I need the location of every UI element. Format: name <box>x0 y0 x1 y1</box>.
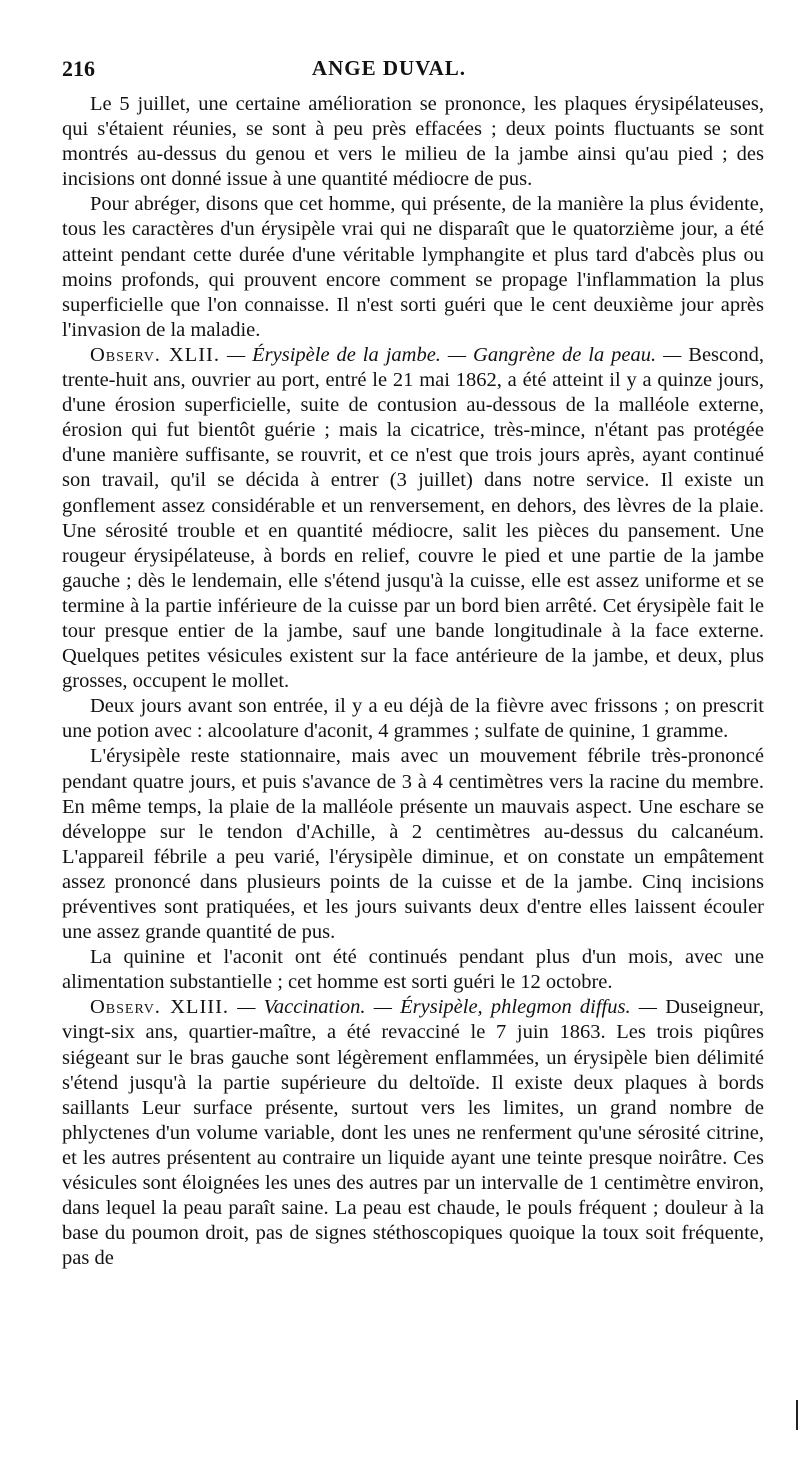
observation-xlii <box>62 343 764 694</box>
observation-xliii <box>62 995 764 1271</box>
observation-label: Observ. XLII. <box>90 343 220 366</box>
paragraph-4: Deux jours avant son entrée, il y a eu déjà de la fièvre avec frissons ; on prescrit une potion avec : alcoolature d'aconit, 4 grammes ; sulfate de quinine, 1 gramme. <box>62 695 764 743</box>
page-number: 216 <box>62 56 95 81</box>
paragraph-6: La quinine et l'aconit ont été continués pendant plus d'un mois, avec une alimentation substantielle ; cet homme est sorti guéri le 12 octobre. <box>62 946 764 994</box>
scan-edge-mark <box>796 1400 798 1430</box>
observation-text: Duseigneur, vingt-six ans, quartier-maître, a été revacciné le 7 juin 1863. Les trois piqûres siégeant sur le bras gauche sont légèrement enflammées, un érysipèle bien délimité s'étend jusqu'à la partie supérieure du deltoïde. Il existe deux plaques à bords saillants Leur surface présente, surtout vers les limites, un grand nombre de phlyctenes d'un volume variable, dont les unes ne renferment qu'une sérosité citrine, et les autres présentent au contraire un liquide ayant une teinte presque noirâtre. Ces vésicules sont éloignées les unes des autres par un intervalle de 1 centimètre environ, dans lequel la peau paraît saine. La peau est chaude, le pouls fréquent ; douleur à la base du poumon droit, pas de signes stéthoscopiques quoique la toux soit fréquente, pas de <box>62 996 764 1270</box>
page-header <box>62 56 756 86</box>
body-text <box>62 92 764 1271</box>
observation-label: Observ. XLIII. <box>90 996 230 1019</box>
observation-title: — Érysipèle de la jambe. — Gangrène de la peau. — <box>226 343 682 366</box>
running-title: ANGE DUVAL. <box>311 56 467 80</box>
observation-text: Bescond, trente-huit ans, ouvrier au port, entré le 21 mai 1862, a été atteint il y a quinze jours, d'une érosion superficielle, suite de contusion au-dessous de la malléole externe, érosion qui fut bientôt guérie ; mais la cicatrice, très-mince, n'étant pas protégée d'une manière suffisante, se rouvrit, et ce n'est que trois jours après, ayant continué son travail, qu'il se décida à entrer (3 juillet) dans notre service. Il existe un gonflement assez considérable et un renversement, en dehors, des lèvres de la plaie. Une sérosité trouble et en quantité médiocre, salit les pièces du pansement. Une rougeur érysipélateuse, à bords en relief, couvre le pied et une partie de la jambe gauche ; dès le lendemain, elle s'étend jusqu'à la cuisse, elle est assez uniforme et se termine à la partie inférieure de la cuisse par un bord bien arrêté. Cet érysipèle fait le tour presque entier de la jambe, sauf une bande longitudinale à la face externe. Quelques petites vésicules existent sur la face antérieure de la jambe, et deux, plus grosses, occupent le mollet. <box>62 343 765 693</box>
paragraph-5: L'érysipèle reste stationnaire, mais avec un mouvement fébrile très-prononcé pendant quatre jours, et puis s'avance de 3 à 4 centimètres vers la racine du membre. En même temps, la plaie de la malléole présente un mauvais aspect. Une eschare se développe sur le tendon d'Achille, à 2 centimètres au-dessus du calcanéum. L'appareil fébrile a peu varié, l'érysipèle diminue, et on constate un empâtement assez prononcé dans plusieurs points de la cuisse et de la jambe. Cinq incisions préventives sont pratiquées, et les jours suivants deux d'entre elles laissent écouler une assez grande quantité de pus. <box>62 745 764 944</box>
paragraph-2: Pour abréger, disons que cet homme, qui présente, de la manière la plus évidente, tous les caractères d'un érysipèle vrai qui ne disparaît que le quatorzième jour, a été atteint pendant cette durée d'une véritable lymphangite et plus tard d'abcès plus ou moins profonds, qui prouvent encore comment se propage l'inflammation la plus superficielle que l'on connaisse. Il n'est sorti guéri que le cent deuxième jour après l'invasion de la maladie. <box>62 193 764 341</box>
observation-title: — Vaccination. — Érysipèle, phlegmon diffus. — <box>237 996 657 1019</box>
paragraph-1: Le 5 juillet, une certaine amélioration se prononce, les plaques érysipélateuses, qui s'étaient réunies, se sont à peu près effacées ; deux points fluctuants se sont montrés au-dessus du genou et vers le milieu de la jambe ainsi qu'au pied ; des incisions ont donné issue à une quantité médiocre de pus. <box>62 93 764 191</box>
